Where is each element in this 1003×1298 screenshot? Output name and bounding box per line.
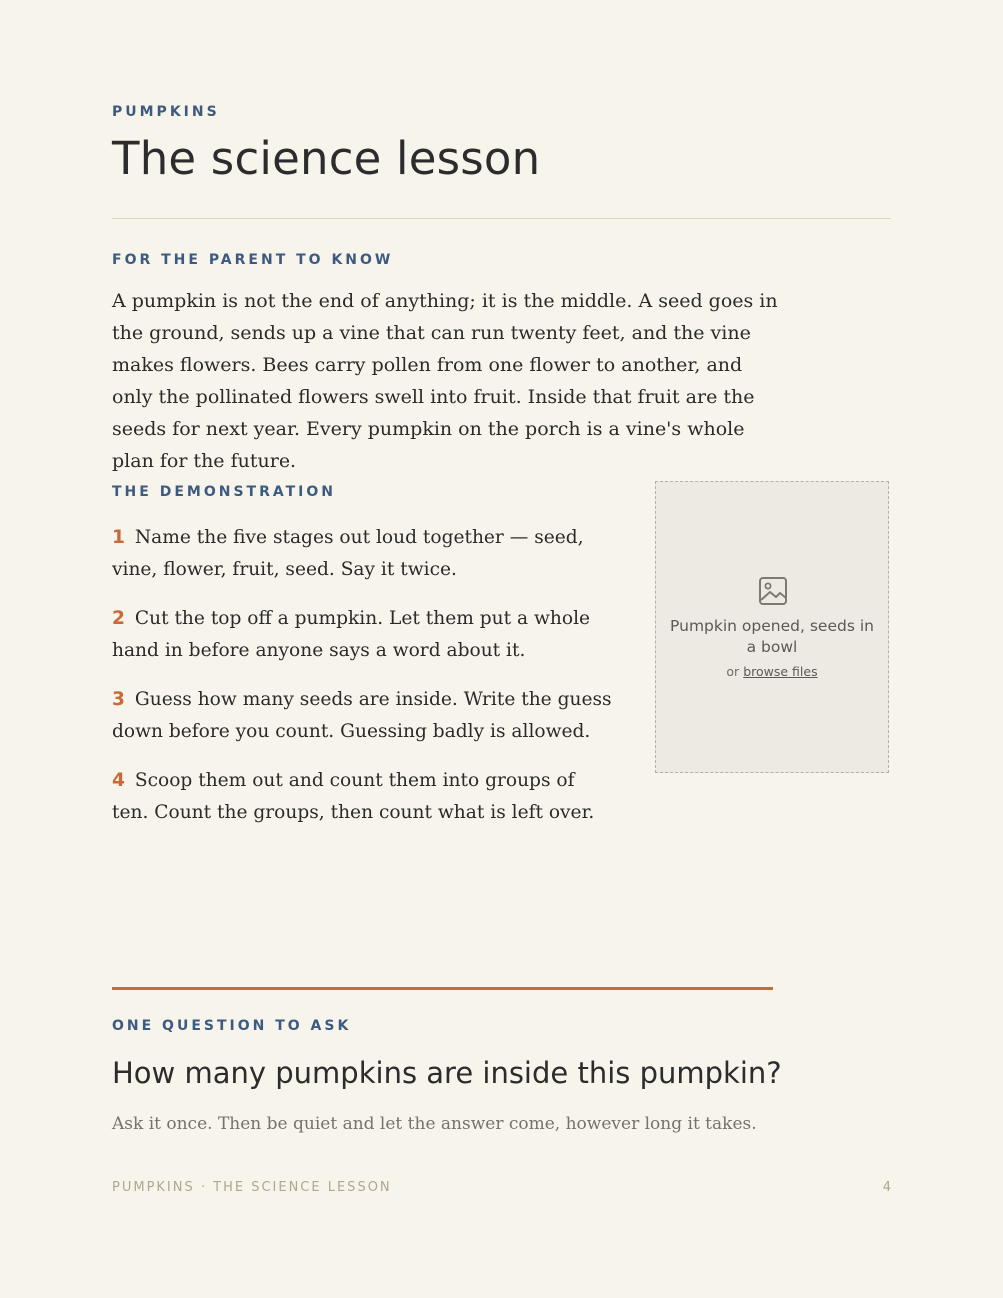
step-number: 3: [112, 689, 125, 710]
dropzone-or-line: [656, 664, 888, 679]
question-advice: Ask it once. Then be quiet and let the answer come, however long it takes.: [112, 1114, 757, 1134]
step-text: Name the five stages out loud together — seed, vine, flower, fruit, seed. Say it twice.: [112, 527, 584, 580]
parent-section-heading: FOR THE PARENT TO KNOW: [112, 252, 394, 268]
step-item: [112, 684, 612, 747]
step-number: 4: [112, 770, 125, 791]
step-item: [112, 603, 612, 666]
question-heading: ONE QUESTION TO ASK: [112, 1018, 352, 1034]
footer-running-title: PUMPKINS · THE SCIENCE LESSON: [112, 1180, 392, 1195]
question-divider: [112, 987, 773, 990]
parent-section-body: A pumpkin is not the end of anything; it is the middle. A seed goes in the ground, sends up a vine that can run twenty feet, and the vine makes flowers. Bees carry pollen from one flower to another, and only the pollinated flowers swell into fruit. Inside that fruit are the seeds for next year. Every pumpkin on the porch is a vine's whole plan for the future.: [112, 290, 778, 472]
image-dropzone[interactable]: [655, 481, 889, 773]
page-number: 4: [882, 1180, 891, 1195]
image-icon: [758, 576, 788, 606]
step-number: 2: [112, 608, 125, 629]
header-divider: [112, 218, 891, 219]
page: [112, 0, 891, 1298]
dropzone-caption: Pumpkin opened, seeds in a bowl: [670, 617, 874, 656]
step-item: [112, 765, 612, 828]
page-title: The science lesson: [112, 132, 541, 185]
step-text: Guess how many seeds are inside. Write the guess down before you count. Guessing badly is allowed.: [112, 689, 612, 742]
step-text: Cut the top off a pumpkin. Let them put a whole hand in before anyone says a word about it.: [112, 608, 591, 661]
step-text: Scoop them out and count them into groups of ten. Count the groups, then count what is left over.: [112, 770, 595, 823]
dropzone-or-text: or: [726, 664, 740, 679]
step-number: 1: [112, 527, 125, 548]
step-item: [112, 522, 612, 585]
demonstration-heading: THE DEMONSTRATION: [112, 484, 336, 500]
section-kicker: PUMPKINS: [112, 104, 220, 120]
question-text: How many pumpkins are inside this pumpkin?: [112, 1056, 782, 1090]
browse-files-link[interactable]: browse files: [743, 664, 818, 679]
demonstration-steps: [112, 522, 612, 846]
